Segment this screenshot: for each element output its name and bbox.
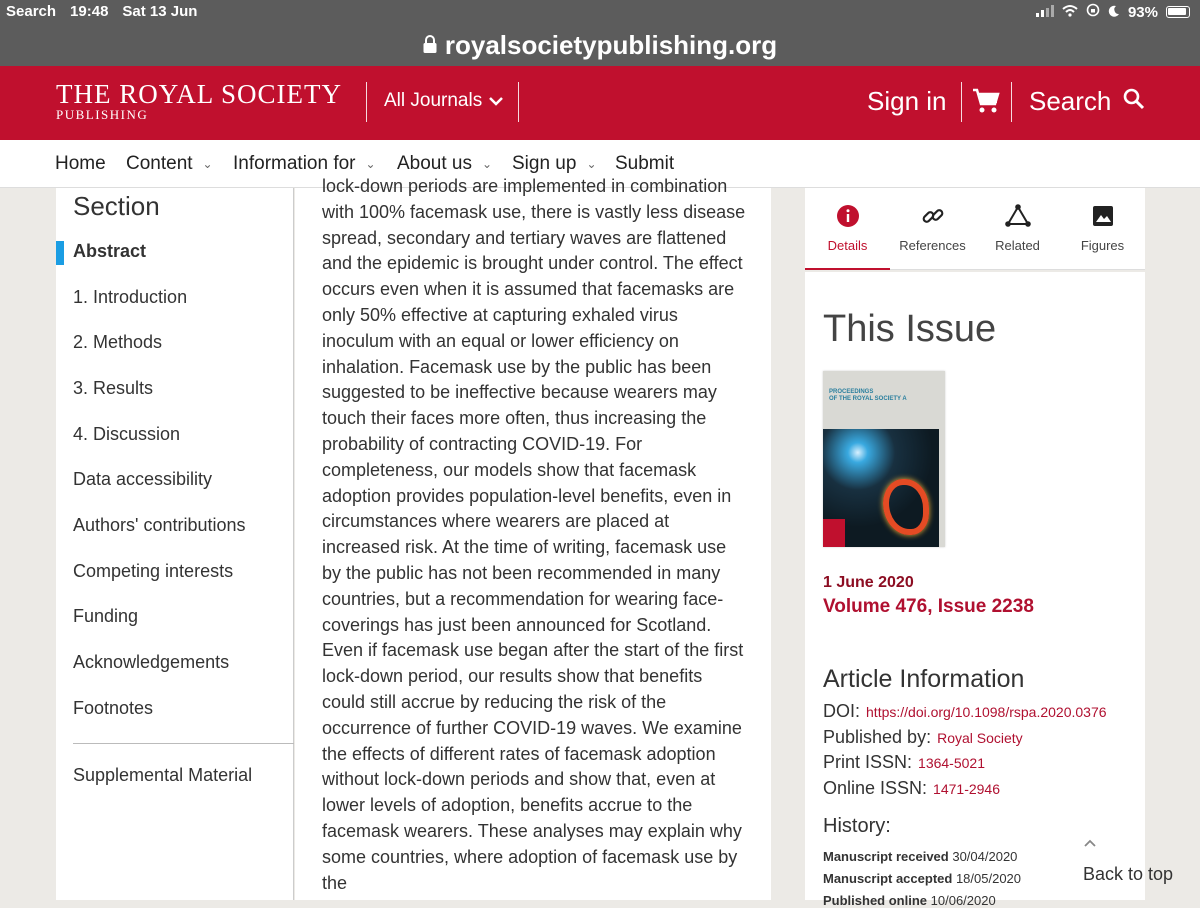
logo-line-2: PUBLISHING: [56, 107, 149, 122]
doi-link[interactable]: https://doi.org/10.1098/rspa.2020.0376: [866, 704, 1107, 720]
history-label: Manuscript accepted: [823, 871, 953, 886]
section-link-introduction[interactable]: 1. Introduction: [73, 287, 188, 307]
url-text: royalsocietypublishing.org: [444, 29, 778, 60]
publisher-link[interactable]: Royal Society: [937, 730, 1023, 746]
nav-home[interactable]: [55, 153, 106, 175]
chevron-up-icon: [1083, 835, 1097, 851]
all-journals-label: All Journals: [384, 90, 483, 111]
history-row: [823, 849, 1017, 864]
history-row: [823, 893, 996, 908]
section-link-data-accessibility[interactable]: Data accessibility: [73, 469, 213, 489]
back-to-top-label: Back to top: [1083, 864, 1174, 884]
cover-logo-badge: [823, 519, 845, 547]
tab-label: Related: [995, 238, 1040, 253]
doi-label: DOI:: [823, 701, 861, 721]
section-link-competing-interests[interactable]: Competing interests: [73, 561, 234, 581]
history-label: Published online: [823, 893, 928, 908]
chevron-down-icon: ⌄: [586, 157, 597, 171]
lock-icon: [423, 30, 437, 61]
tab-figures[interactable]: [1060, 188, 1145, 270]
section-link-authors-contributions[interactable]: Authors' contributions: [73, 515, 246, 535]
moon-icon: [1108, 4, 1120, 21]
history-value: 10/06/2020: [930, 893, 996, 908]
section-link-methods[interactable]: 2. Methods: [73, 332, 163, 352]
section-title: Section: [73, 191, 160, 221]
issue-panel: [805, 272, 1145, 908]
history-value: 18/05/2020: [955, 871, 1022, 886]
tab-label: References: [899, 238, 966, 253]
nav-label: Submit: [615, 153, 675, 174]
signal-icon: [1036, 4, 1054, 21]
cover-text-1: PROCEEDINGS: [829, 389, 874, 395]
logo-line-1: THE ROYAL SOCIETY: [56, 79, 342, 109]
chevron-down-icon: ⌄: [482, 157, 493, 171]
nav-label: Content: [126, 153, 193, 174]
header-divider: [1011, 82, 1012, 122]
sidebar-tabs: [805, 188, 1145, 270]
tab-label: Figures: [1080, 238, 1125, 253]
back-to-app-link[interactable]: Search: [6, 3, 57, 20]
issue-volume-link[interactable]: Volume 476, Issue 2238: [823, 596, 1034, 617]
abstract-text: lock-down periods are implemented in combination with 100% facemask use, there is vastly less disease spread, secondary and tertiary waves are flattened and the epidemic is brought under control. The effect occurs even when it is assumed that facemasks are only 50% effective at capturing exhaled virus inoculum with an equal or lower efficiency on inhalation. Facemask use by the public has been suggested to be ineffective because wearers may touch their faces more often, thus increasing the probability of contracting COVID-19. For completeness, our models show that facemask adoption provides population-level benefits, even in circumstances where wearers are placed at increased risk. At the time of writing, facemask use by the public has not been recommended in many countries, but a recommendation for wearing face-coverings has just been announced for Scotland. Even if facemask use began after the start of the first lock-down period, our results show that benefits could still accrue by reducing the risk of the occurrence of further COVID-19 waves. We examine the effects of different rates of facemask adoption without lock-down periods and show that, even at lower levels of adoption, benefits accrue to the facemask wearers. These analyses may explain why some countries, where adoption of facemask use by the: [322, 176, 746, 893]
cart-icon[interactable]: [972, 88, 1000, 119]
tab-label: Details: [827, 238, 868, 253]
header-divider: [366, 82, 367, 122]
tab-related[interactable]: [975, 188, 1060, 270]
search-button[interactable]: [1029, 86, 1145, 117]
issue-date: 1 June 2020: [823, 574, 914, 591]
nav-label: Information for: [233, 153, 356, 174]
status-time: 19:48: [70, 3, 109, 20]
print-issn-link[interactable]: 1364-5021: [918, 755, 985, 771]
search-icon: [1123, 86, 1145, 117]
section-link-abstract[interactable]: Abstract: [73, 241, 147, 261]
wifi-icon: [1062, 4, 1078, 21]
header-divider: [518, 82, 519, 122]
nav-content[interactable]: [126, 153, 213, 175]
search-label: Search: [1029, 86, 1112, 116]
section-link-footnotes[interactable]: Footnotes: [73, 698, 154, 718]
online-issn-row: [823, 778, 1000, 799]
history-label: Manuscript received: [823, 849, 949, 864]
orientation-lock-icon: [1086, 3, 1100, 21]
active-tab-underline: [805, 268, 890, 270]
section-link-funding[interactable]: Funding: [73, 606, 139, 626]
battery-icon: [1166, 6, 1190, 18]
history-row: [823, 871, 1021, 886]
sign-in-link[interactable]: Sign in: [867, 86, 947, 116]
article-information-heading: Article Information: [823, 665, 1025, 693]
chevron-down-icon: ⌄: [202, 157, 213, 171]
history-value: 30/04/2020: [952, 849, 1018, 864]
section-link-discussion[interactable]: 4. Discussion: [73, 424, 181, 444]
published-by-row: [823, 727, 1023, 748]
section-link-results[interactable]: 3. Results: [73, 378, 154, 398]
royal-society-logo[interactable]: [56, 80, 342, 122]
all-journals-dropdown[interactable]: [384, 90, 504, 112]
nav-sign-up[interactable]: [512, 153, 597, 175]
tab-details[interactable]: [805, 188, 890, 270]
supplemental-material-link[interactable]: Supplemental Material: [73, 765, 253, 785]
history-heading: History:: [823, 815, 891, 837]
status-bar: [0, 0, 1200, 24]
active-section-indicator: [56, 241, 64, 265]
nav-about-us[interactable]: [397, 153, 492, 175]
cover-text-2: OF THE ROYAL SOCIETY A: [829, 396, 907, 402]
status-date: Sat 13 Jun: [122, 3, 198, 20]
article-body: [295, 176, 771, 900]
chevron-down-icon: ⌄: [365, 157, 376, 171]
this-issue-heading: This Issue: [823, 308, 997, 350]
section-link-acknowledgements[interactable]: Acknowledgements: [73, 652, 230, 672]
chevron-down-icon: [488, 90, 504, 112]
nav-label: About us: [397, 153, 472, 174]
online-issn-label: Online ISSN:: [823, 778, 928, 798]
nav-information-for[interactable]: [233, 153, 376, 175]
issue-cover-image[interactable]: [823, 371, 945, 547]
nav-label: Home: [55, 153, 106, 174]
battery-percent: 93%: [1127, 3, 1158, 21]
doi-row: [823, 701, 1107, 722]
tab-references[interactable]: [890, 188, 975, 270]
section-panel: [56, 188, 294, 900]
published-by-label: Published by:: [823, 727, 932, 747]
print-issn-row: [823, 752, 985, 773]
online-issn-link[interactable]: 1471-2946: [933, 781, 1000, 797]
nav-submit[interactable]: [615, 153, 674, 175]
cover-swirl: [883, 479, 929, 535]
site-header: [0, 66, 1200, 140]
nav-label: Sign up: [512, 153, 577, 174]
section-divider: [73, 743, 294, 744]
header-divider: [961, 82, 962, 122]
address-bar[interactable]: [0, 24, 1200, 66]
print-issn-label: Print ISSN:: [823, 752, 913, 772]
